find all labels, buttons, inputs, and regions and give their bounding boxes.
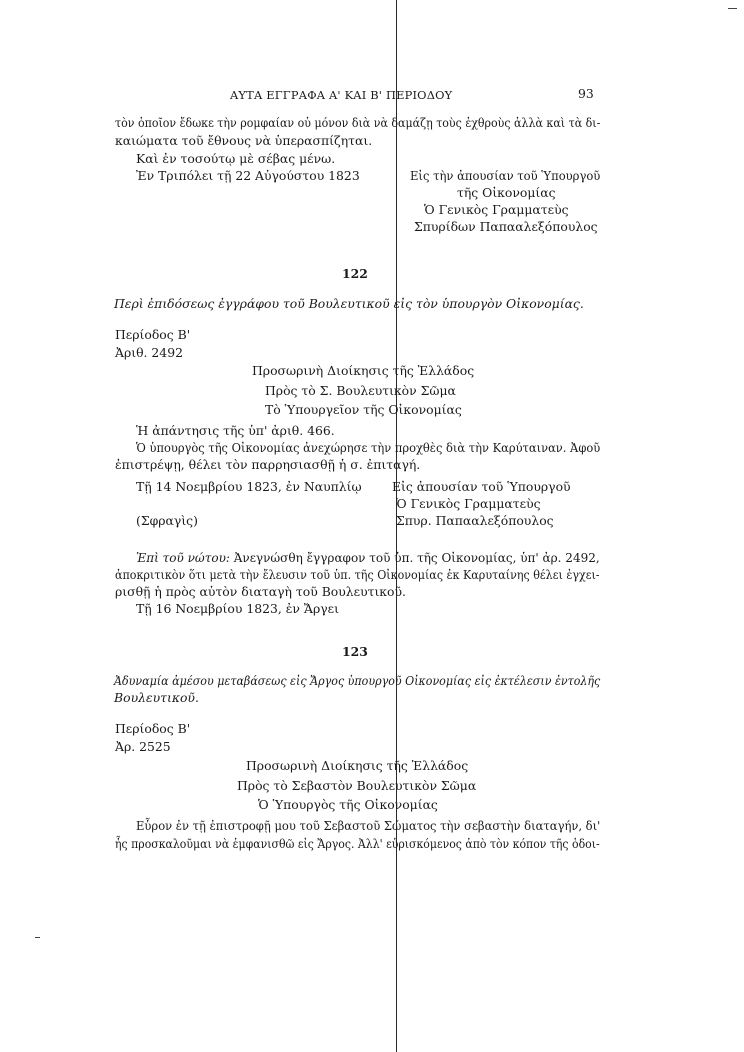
prev-doc-signature-2: τῆς Οἰκονομίας (457, 185, 556, 200)
doc-123-body-2: ἧς προσκαλοῦμαι νὰ ἐμφανισθῶ εἰς Ἄργος. Ἀλλ' εὑρισκόμενος ἀπὸ τὸν κόπον τῆς ὁδοι- (115, 836, 600, 851)
doc-122-note-label: Ἐπὶ τοῦ νώτου: (136, 550, 230, 565)
doc-122-note-text-1: Ἀνεγνώσθη ἔγγραφον τοῦ ὑπ. τῆς Οἰκονομίας, ὑπ' ἀρ. 2492, (229, 550, 600, 565)
doc-122-note-line-2: ἀποκριτικὸν ὅτι μετὰ τὴν ἔλευσιν τοῦ ὑπ. τῆς Οἰκονομίας ἐκ Καρυταίνης θέλει ἐγχει- (115, 567, 600, 582)
doc-122-number: 122 (342, 266, 368, 281)
scan-corner-mark (728, 8, 737, 9)
doc-122-heading-2: Πρὸς τὸ Σ. Βουλευτικὸν Σῶμα (265, 383, 456, 398)
doc-123-body-1: Εὗρον ἐν τῇ ἐπιστροφῇ μου τοῦ Σεβαστοῦ Σώματος τὴν σεβαστὴν διαταγήν, δι' (136, 818, 601, 833)
doc-122-note-date: Τῇ 16 Νοεμβρίου 1823, ἐν Ἄργει (136, 601, 339, 616)
doc-122-title: Περὶ ἐπιδόσεως ἐγγράφου τοῦ Βουλευτικοῦ εἰς τὸν ὑπουργὸν Οἰκονομίας. (114, 296, 584, 311)
prev-doc-signature-3: Ὁ Γενικὸς Γραμματεὺς (424, 202, 569, 217)
doc-122-seal: (Σφραγὶς) (136, 513, 198, 528)
doc-122-note-line-1 (136, 550, 600, 566)
doc-122-signature-3: Σπυρ. Παπααλεξόπουλος (396, 513, 554, 528)
page-number: 93 (578, 86, 594, 101)
doc-122-heading-1: Προσωρινὴ Διοίκησις τῆς Ἑλλάδος (252, 363, 475, 378)
doc-123-heading-3: Ὁ Ὑπουργὸς τῆς Οἰκονομίας (258, 797, 438, 812)
doc-123-heading-1: Προσωρινὴ Διοίκησις τῆς Ἑλλάδος (246, 758, 469, 773)
prev-doc-signature-1: Εἰς τὴν ἀπουσίαν τοῦ Ὑπουργοῦ (410, 168, 601, 183)
prev-doc-signature-4: Σπυρίδων Παπααλεξόπουλος (414, 219, 598, 234)
prev-doc-line-2: καιώματα τοῦ ἔθνους νὰ ὑπερασπίζηται. (115, 133, 373, 148)
doc-122-reference: Ἀριθ. 2492 (115, 345, 183, 360)
doc-123-period: Περίοδος Β' (115, 721, 191, 736)
doc-123-number: 123 (342, 644, 368, 659)
doc-123-title-2: Βουλευτικοῦ. (114, 690, 199, 705)
doc-123-heading-2: Πρὸς τὸ Σεβαστὸν Βουλευτικὸν Σῶμα (237, 778, 477, 793)
doc-122-body-3: ἐπιστρέψῃ, θέλει τὸν παρρησιασθῇ ἡ σ. ἐπιταγή. (115, 457, 421, 472)
running-title: ΑΥΤΑ ΕΓΓΡΑΦΑ Α' ΚΑΙ Β' ΠΕΡΙΟΔΟΥ (230, 88, 453, 102)
prev-doc-closing: Καὶ ἐν τοσούτῳ μὲ σέβας μένω. (136, 151, 336, 166)
doc-122-date: Τῇ 14 Νοεμβρίου 1823, ἐν Ναυπλίῳ (136, 479, 362, 494)
doc-122-note-line-3: ρισθῇ ἡ πρὸς αὐτὸν διαταγὴ τοῦ Βουλευτικοῦ. (115, 584, 406, 599)
doc-122-heading-3: Τὸ Ὑπουργεῖον τῆς Οἰκονομίας (265, 402, 462, 417)
doc-122-period: Περίοδος Β' (115, 327, 191, 342)
prev-doc-line-1: τὸν ὁποῖον ἔδωκε τὴν ρομφαίαν οὐ μόνον διὰ νὰ δαμάζῃ τοὺς ἐχθροὺς ἀλλὰ καὶ τὰ δι- (115, 115, 601, 130)
doc-122-signature-1: Εἰς ἀπουσίαν τοῦ Ὑπουργοῦ (392, 479, 571, 494)
doc-122-body-1: Ἡ ἀπάντησις τῆς ὑπ' ἀριθ. 466. (136, 423, 335, 438)
scan-speck (35, 937, 40, 938)
doc-122-signature-2: Ὁ Γενικὸς Γραμματεὺς (396, 496, 541, 511)
doc-122-body-2: Ὁ ὑπουργὸς τῆς Οἰκονομίας ἀνεχώρησε τὴν προχθὲς διὰ τὴν Καρύταιναν. Ἀφοῦ (136, 440, 601, 455)
doc-123-reference: Ἀρ. 2525 (115, 739, 171, 754)
prev-doc-date: Ἐν Τριπόλει τῇ 22 Αὐγούστου 1823 (136, 168, 360, 183)
doc-123-title-1: Ἀδυναμία ἀμέσου μεταβάσεως εἰς Ἄργος ὑπουργοῦ Οἰκονομίας εἰς ἐκτέλεσιν ἐντολῆς (114, 673, 601, 688)
